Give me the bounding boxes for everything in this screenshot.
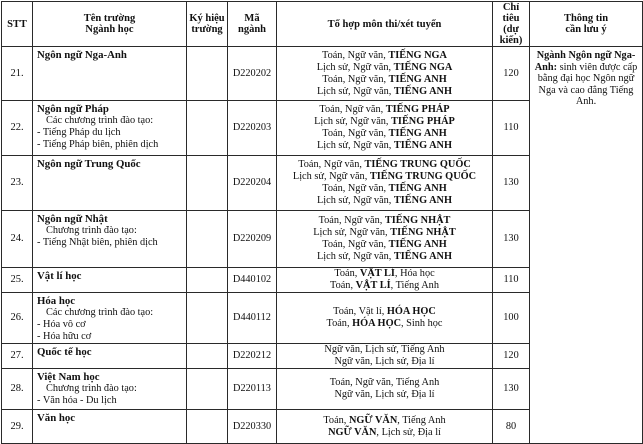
row-school-symbol bbox=[187, 47, 228, 101]
combination-line bbox=[279, 104, 490, 116]
row-school-symbol bbox=[187, 156, 228, 211]
combination-prefix: Toán, Ngữ văn, bbox=[322, 128, 389, 139]
program-line: Các chương trình đào tạo: bbox=[46, 307, 154, 318]
combination-line bbox=[279, 377, 490, 389]
combination-main-subject: VẬT LÍ bbox=[355, 280, 391, 291]
program-line: - Hóa hữu cơ bbox=[37, 331, 92, 342]
combination-prefix: Toán, bbox=[334, 268, 360, 279]
header-school: Tên trường Ngành học bbox=[33, 2, 187, 47]
program-line: - Tiếng Pháp biên, phiên dịch bbox=[37, 139, 159, 150]
row-major-code: D440102 bbox=[228, 268, 277, 293]
row-subject-combinations bbox=[277, 156, 493, 211]
row-major-code: D220202 bbox=[228, 47, 277, 101]
combination-prefix: Toán, bbox=[326, 318, 353, 329]
header-major-code: Mã ngành bbox=[228, 2, 277, 47]
combination-prefix: Lịch sử, Ngữ văn, bbox=[316, 140, 394, 151]
row-major-code: D220203 bbox=[228, 101, 277, 156]
combination-prefix: Toán, Vật lí, bbox=[333, 306, 387, 317]
combination-line bbox=[279, 215, 490, 227]
program-line: Chương trình đào tạo: bbox=[46, 383, 137, 394]
combination-prefix: Toán, Ngữ văn, bbox=[322, 73, 389, 85]
admissions-table bbox=[1, 1, 643, 444]
combination-line bbox=[279, 318, 490, 330]
major-name: Hóa học bbox=[37, 295, 76, 307]
major-name: Quốc tế học bbox=[37, 346, 92, 358]
table-row bbox=[2, 47, 643, 101]
row-major-cell bbox=[33, 410, 187, 444]
major-name: Văn học bbox=[37, 412, 76, 424]
row-major-cell bbox=[33, 47, 187, 101]
combination-main-subject: NGỮ VĂN bbox=[348, 414, 398, 426]
combination-prefix: Toán, Ngữ văn, bbox=[318, 215, 385, 226]
program-line: Chương trình đào tạo: bbox=[46, 225, 137, 236]
row-school-symbol bbox=[187, 369, 228, 410]
notes-cell bbox=[530, 47, 643, 444]
combination-line bbox=[279, 195, 490, 207]
combination-line bbox=[279, 251, 490, 263]
header-subject-combination: Tổ hợp môn thi/xét tuyển bbox=[277, 2, 493, 47]
major-name: Vật lí học bbox=[37, 270, 82, 282]
program-line: - Văn hóa - Du lịch bbox=[37, 395, 117, 406]
combination-prefix: Toán, bbox=[323, 414, 349, 426]
program-line: Các chương trình đào tạo: bbox=[46, 115, 154, 126]
row-major-code: D440112 bbox=[228, 293, 277, 344]
combination-line bbox=[279, 268, 490, 280]
program-line: - Tiếng Pháp du lịch bbox=[37, 127, 121, 138]
row-major-cell bbox=[33, 369, 187, 410]
row-subject-combinations bbox=[277, 344, 493, 369]
row-quota: 120 bbox=[493, 47, 530, 101]
combination-prefix: Ngữ văn, Lịch sử, Địa lí bbox=[334, 389, 435, 400]
row-subject-combinations bbox=[277, 410, 493, 444]
combination-prefix: Toán, Ngữ văn, bbox=[322, 183, 389, 194]
row-stt: 23. bbox=[2, 156, 33, 211]
row-quota: 110 bbox=[493, 101, 530, 156]
combination-main-subject: HÓA HỌC bbox=[386, 306, 436, 317]
row-major-code: D220330 bbox=[228, 410, 277, 444]
row-major-cell bbox=[33, 156, 187, 211]
combination-main-subject: TIẾNG PHÁP bbox=[385, 104, 450, 115]
program-line: - Hóa vô cơ bbox=[37, 319, 86, 330]
row-major-cell bbox=[33, 101, 187, 156]
combination-prefix: Toán, Ngữ văn, bbox=[319, 104, 386, 115]
combination-main-subject: TIẾNG PHÁP bbox=[391, 116, 455, 127]
combination-prefix: Toán, bbox=[330, 280, 356, 291]
combination-line bbox=[279, 116, 490, 128]
note-text: sinh viên được cấp bằng đại học Ngôn ngữ Nga và cao đẳng Tiếng Anh. bbox=[537, 61, 638, 107]
row-stt: 29. bbox=[2, 410, 33, 444]
row-school-symbol bbox=[187, 211, 228, 268]
combination-suffix: , Tiếng Anh bbox=[397, 414, 446, 426]
combination-main-subject: TIẾNG ANH bbox=[388, 128, 447, 139]
combination-main-subject: HÓA HỌC bbox=[352, 318, 402, 329]
major-name: Ngôn ngữ Pháp bbox=[37, 103, 109, 115]
row-subject-combinations bbox=[277, 268, 493, 293]
combination-main-subject: NGỮ VĂN bbox=[328, 426, 377, 438]
combination-prefix: Toán, Ngữ văn, bbox=[322, 49, 389, 61]
row-major-code: D220204 bbox=[228, 156, 277, 211]
combination-main-subject: TIẾNG ANH bbox=[388, 73, 447, 85]
combination-line bbox=[279, 128, 490, 140]
combination-line bbox=[279, 306, 490, 318]
row-quota: 110 bbox=[493, 268, 530, 293]
row-major-cell bbox=[33, 268, 187, 293]
combination-prefix: Toán, Ngữ văn, bbox=[298, 159, 365, 170]
row-stt: 24. bbox=[2, 211, 33, 268]
combination-main-subject: TIẾNG ANH bbox=[393, 140, 452, 151]
row-major-cell bbox=[33, 293, 187, 344]
program-line: - Tiếng Nhật biên, phiên dịch bbox=[37, 237, 158, 248]
row-stt: 26. bbox=[2, 293, 33, 344]
combination-prefix: Toán, Ngữ văn, bbox=[322, 239, 389, 250]
combination-line bbox=[279, 159, 490, 171]
row-subject-combinations bbox=[277, 293, 493, 344]
combination-suffix: , Tiếng Anh bbox=[390, 280, 439, 291]
combination-line bbox=[279, 427, 490, 439]
combination-prefix: Lịch sử, Ngữ văn, bbox=[292, 171, 370, 182]
combination-prefix: Ngữ văn, Lịch sử, Tiếng Anh bbox=[324, 344, 445, 355]
row-quota: 100 bbox=[493, 293, 530, 344]
combination-prefix: Lịch sử, Ngữ văn, bbox=[316, 195, 394, 206]
row-quota: 130 bbox=[493, 211, 530, 268]
row-major-code: D220209 bbox=[228, 211, 277, 268]
combination-main-subject: TIẾNG NHẬT bbox=[390, 227, 456, 238]
combination-line bbox=[279, 86, 490, 98]
header-row bbox=[2, 2, 643, 47]
combination-line bbox=[279, 74, 490, 86]
combination-main-subject: TIẾNG TRUNG QUỐC bbox=[364, 159, 471, 170]
combination-line bbox=[279, 62, 490, 74]
row-stt: 21. bbox=[2, 47, 33, 101]
combination-main-subject: TIẾNG ANH bbox=[388, 183, 447, 194]
row-subject-combinations bbox=[277, 369, 493, 410]
combination-main-subject: TIẾNG ANH bbox=[393, 251, 452, 262]
row-school-symbol bbox=[187, 410, 228, 444]
header-school-symbol: Ký hiệu trường bbox=[187, 2, 228, 47]
combination-main-subject: TIẾNG ANH bbox=[393, 195, 452, 206]
row-stt: 22. bbox=[2, 101, 33, 156]
row-school-symbol bbox=[187, 293, 228, 344]
row-major-code: D220113 bbox=[228, 369, 277, 410]
combination-main-subject: VẬT LÍ bbox=[359, 268, 395, 279]
combination-suffix: , Lịch sử, Địa lí bbox=[376, 426, 441, 438]
row-subject-combinations bbox=[277, 47, 493, 101]
combination-prefix: Lịch sử, Ngữ văn, bbox=[316, 85, 394, 97]
combination-line bbox=[279, 227, 490, 239]
row-major-code: D220212 bbox=[228, 344, 277, 369]
combination-line bbox=[279, 140, 490, 152]
combination-line bbox=[279, 415, 490, 427]
header-notes: Thông tin cần lưu ý bbox=[530, 2, 643, 47]
combination-prefix: Lịch sử, Ngữ văn, bbox=[314, 116, 392, 127]
major-name: Ngôn ngữ Nhật bbox=[37, 213, 108, 225]
major-name: Ngôn ngữ Nga-Anh bbox=[37, 49, 127, 61]
combination-line bbox=[279, 280, 490, 292]
row-major-cell bbox=[33, 344, 187, 369]
header-stt: STT bbox=[2, 2, 33, 47]
combination-main-subject: TIẾNG ANH bbox=[393, 85, 452, 97]
combination-suffix: , Sinh học bbox=[401, 318, 443, 329]
combination-main-subject: TIẾNG NHẬT bbox=[384, 215, 451, 226]
row-stt: 27. bbox=[2, 344, 33, 369]
combination-line bbox=[279, 183, 490, 195]
row-quota: 130 bbox=[493, 156, 530, 211]
combination-line bbox=[279, 344, 490, 356]
row-subject-combinations bbox=[277, 101, 493, 156]
combination-prefix: Toán, Ngữ văn, Tiếng Anh bbox=[329, 377, 440, 388]
combination-prefix: Ngữ văn, Lịch sử, Địa lí bbox=[334, 356, 435, 367]
combination-main-subject: TIẾNG TRUNG QUỐC bbox=[369, 171, 477, 182]
row-stt: 25. bbox=[2, 268, 33, 293]
combination-line bbox=[279, 50, 490, 62]
row-quota: 130 bbox=[493, 369, 530, 410]
admissions-table-page bbox=[1, 1, 642, 441]
combination-line bbox=[279, 356, 490, 368]
row-stt: 28. bbox=[2, 369, 33, 410]
combination-line bbox=[279, 239, 490, 251]
major-name: Ngôn ngữ Trung Quốc bbox=[37, 158, 141, 170]
header-quota: Chỉ tiêu (dự kiến) bbox=[493, 2, 530, 47]
combination-suffix: , Hóa học bbox=[394, 268, 435, 279]
note-heading: Ngành Ngôn ngữ Nga-Anh: bbox=[534, 50, 636, 73]
combination-line bbox=[279, 171, 490, 183]
row-school-symbol bbox=[187, 268, 228, 293]
row-quota: 120 bbox=[493, 344, 530, 369]
row-major-cell bbox=[33, 211, 187, 268]
combination-prefix: Lịch sử, Ngữ văn, bbox=[313, 227, 391, 238]
combination-prefix: Lịch sử, Ngữ văn, bbox=[316, 61, 394, 73]
combination-main-subject: TIẾNG ANH bbox=[388, 239, 447, 250]
combination-line bbox=[279, 389, 490, 401]
row-subject-combinations bbox=[277, 211, 493, 268]
major-name: Việt Nam học bbox=[37, 371, 100, 383]
combination-main-subject: TIẾNG NGA bbox=[388, 49, 447, 61]
row-quota: 80 bbox=[493, 410, 530, 444]
combination-prefix: Lịch sử, Ngữ văn, bbox=[316, 251, 394, 262]
row-school-symbol bbox=[187, 101, 228, 156]
row-school-symbol bbox=[187, 344, 228, 369]
combination-main-subject: TIẾNG NGA bbox=[393, 61, 453, 73]
